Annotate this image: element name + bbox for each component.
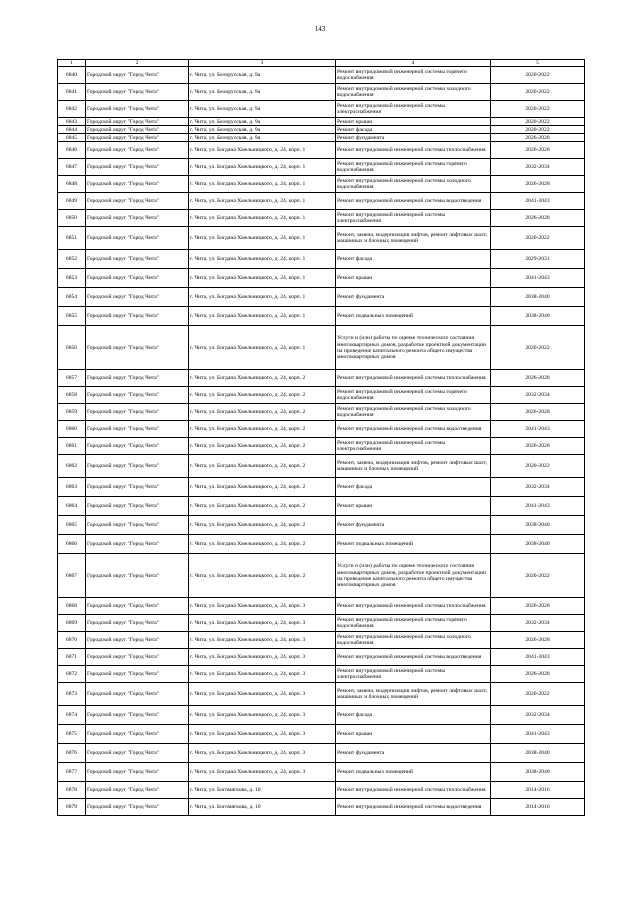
municipality-cell: Городской округ "Город Чита": [86, 649, 189, 666]
work-type-cell: Ремонт, замена, модернизация лифтов, ремонт лифтовых шахт, машинных и блочных помещений: [336, 683, 491, 706]
row-number-cell: 6863: [58, 478, 86, 497]
row-number-cell: 6859: [58, 404, 86, 421]
address-cell: г. Чита, ул. Богдана Хмельницкого, д. 24, корп. 1: [189, 269, 336, 288]
address-cell: г. Чита, ул. Белорусская, д. 9а: [189, 84, 336, 101]
address-cell: г. Чита, ул. Белорусская, д. 9а: [189, 67, 336, 84]
period-cell: 2032-2034: [491, 387, 585, 404]
address-cell: г. Чита, ул. Богдана Хмельницкого, д. 24, корп. 1: [189, 210, 336, 227]
address-cell: г. Чита, ул. Богдана Хмельницкого, д. 24, корп. 3: [189, 598, 336, 615]
address-cell: г. Чита, ул. Богдана Хмельницкого, д. 24, корп. 3: [189, 725, 336, 744]
address-cell: г. Чита, ул. Богдана Хмельницкого, д. 24, корп. 2: [189, 535, 336, 554]
table-row: [58, 210, 585, 227]
table-row: [58, 67, 585, 84]
municipality-cell: Городской округ "Город Чита": [86, 307, 189, 326]
table-row: [58, 744, 585, 763]
work-type-cell: Ремонт подвальных помещений: [336, 307, 491, 326]
work-type-cell: Услуги и (или) работы по оценке технического состояния многоквартирных домов, разработке проектной документации на проведение капитального ремонта общего имущества многоквартирных домов: [336, 326, 491, 370]
municipality-cell: Городской округ "Город Чита": [86, 478, 189, 497]
work-type-cell: Ремонт внутридомовой инженерной системы теплоснабжения: [336, 598, 491, 615]
table-row: [58, 227, 585, 250]
work-type-cell: Ремонт внутридомовой инженерной системы горячего водоснабжения: [336, 67, 491, 84]
municipality-cell: Городской округ "Город Чита": [86, 227, 189, 250]
municipality-cell: Городской округ "Город Чита": [86, 101, 189, 118]
address-cell: г. Чита, ул. Богдана Хмельницкого, д. 24, корп. 3: [189, 632, 336, 649]
table-row: [58, 84, 585, 101]
work-type-cell: Ремонт подвальных помещений: [336, 535, 491, 554]
column-number: 4: [336, 60, 491, 67]
period-cell: 2020-2022: [491, 455, 585, 478]
work-type-cell: Ремонт фундамента: [336, 288, 491, 307]
work-type-cell: Ремонт подвальных помещений: [336, 763, 491, 782]
work-type-cell: Ремонт фасада: [336, 126, 491, 134]
municipality-cell: Городской округ "Город Чита": [86, 554, 189, 598]
period-cell: 2032-2034: [491, 706, 585, 725]
work-type-cell: Ремонт внутридомовой инженерной системы электроснабжения: [336, 101, 491, 118]
address-cell: г. Чита, ул. Богдана Хмельницкого, д. 24, корп. 2: [189, 387, 336, 404]
period-cell: 2041-2043: [491, 725, 585, 744]
work-type-cell: Ремонт внутридомовой инженерной системы водоотведения: [336, 649, 491, 666]
row-number-cell: 6840: [58, 67, 86, 84]
work-type-cell: Ремонт внутридомовой инженерной системы водоотведения: [336, 421, 491, 438]
row-number-cell: 6858: [58, 387, 86, 404]
row-number-cell: 6864: [58, 497, 86, 516]
row-number-cell: 6866: [58, 535, 86, 554]
table-row: [58, 666, 585, 683]
address-cell: г. Чита, ул. Богдана Хмельницкого, д. 24, корп. 3: [189, 763, 336, 782]
work-type-cell: Ремонт фасада: [336, 478, 491, 497]
period-cell: 2014-2016: [491, 799, 585, 816]
table-row: [58, 799, 585, 816]
municipality-cell: Городской округ "Город Чита": [86, 497, 189, 516]
municipality-cell: Городской округ "Город Чита": [86, 782, 189, 799]
period-cell: 2026-2028: [491, 598, 585, 615]
row-number-cell: 6879: [58, 799, 86, 816]
work-type-cell: Ремонт крыши: [336, 497, 491, 516]
address-cell: г. Чита, ул. Богдана Хмельницкого, д. 24, корп. 1: [189, 142, 336, 159]
table-row: [58, 101, 585, 118]
address-cell: г. Чита, ул. Богдана Хмельницкого, д. 24, корп. 2: [189, 421, 336, 438]
table-row: [58, 554, 585, 598]
table-row: [58, 598, 585, 615]
row-number-cell: 6849: [58, 193, 86, 210]
table-row: [58, 455, 585, 478]
address-cell: г. Чита, ул. Богдана Хмельницкого, д. 24, корп. 2: [189, 455, 336, 478]
work-type-cell: Ремонт внутридомовой инженерной системы теплоснабжения: [336, 142, 491, 159]
row-number-cell: 6869: [58, 615, 86, 632]
column-number-row: [58, 60, 585, 67]
municipality-cell: Городской округ "Город Чита": [86, 763, 189, 782]
municipality-cell: Городской округ "Город Чита": [86, 269, 189, 288]
row-number-cell: 6855: [58, 307, 86, 326]
address-cell: г. Чита, ул. Белорусская, д. 9а: [189, 126, 336, 134]
table-row: [58, 725, 585, 744]
row-number-cell: 6846: [58, 142, 86, 159]
row-number-cell: 6870: [58, 632, 86, 649]
period-cell: 2038-2040: [491, 744, 585, 763]
municipality-cell: Городской округ "Город Чита": [86, 438, 189, 455]
capital-repair-table: [57, 59, 585, 816]
municipality-cell: Городской округ "Город Чита": [86, 455, 189, 478]
table-row: [58, 683, 585, 706]
table-body: [58, 67, 585, 816]
period-cell: 2026-2028: [491, 404, 585, 421]
table-row: [58, 370, 585, 387]
row-number-cell: 6871: [58, 649, 86, 666]
address-cell: г. Чита, ул. Богдана Хмельницкого, д. 24, корп. 3: [189, 744, 336, 763]
row-number-cell: 6851: [58, 227, 86, 250]
work-type-cell: Ремонт внутридомовой инженерной системы горячего водоснабжения: [336, 615, 491, 632]
municipality-cell: Городской округ "Город Чита": [86, 799, 189, 816]
period-cell: 2014-2016: [491, 782, 585, 799]
work-type-cell: Ремонт фундамента: [336, 134, 491, 142]
municipality-cell: Городской округ "Город Чита": [86, 683, 189, 706]
table-row: [58, 159, 585, 176]
municipality-cell: Городской округ "Город Чита": [86, 370, 189, 387]
period-cell: 2041-2043: [491, 649, 585, 666]
period-cell: 2026-2028: [491, 632, 585, 649]
table-row: [58, 421, 585, 438]
table-row: [58, 535, 585, 554]
address-cell: г. Чита, ул. Богдана Хмельницкого, д. 24, корп. 3: [189, 649, 336, 666]
work-type-cell: Ремонт внутридомовой инженерной системы теплоснабжения: [336, 782, 491, 799]
table-row: [58, 763, 585, 782]
address-cell: г. Чита, ул. Богдана Хмельницкого, д. 24, корп. 1: [189, 250, 336, 269]
table-row: [58, 497, 585, 516]
address-cell: г. Чита, ул. Богдана Хмельницкого, д. 24, корп. 1: [189, 159, 336, 176]
municipality-cell: Городской округ "Город Чита": [86, 176, 189, 193]
period-cell: 2038-2040: [491, 288, 585, 307]
row-number-cell: 6850: [58, 210, 86, 227]
row-number-cell: 6877: [58, 763, 86, 782]
period-cell: 2032-2034: [491, 159, 585, 176]
work-type-cell: Ремонт фасада: [336, 706, 491, 725]
work-type-cell: Ремонт внутридомовой инженерной системы горячего водоснабжения: [336, 159, 491, 176]
row-number-cell: 6867: [58, 554, 86, 598]
row-number-cell: 6876: [58, 744, 86, 763]
work-type-cell: Ремонт фундамента: [336, 516, 491, 535]
period-cell: 2038-2040: [491, 763, 585, 782]
table-row: [58, 193, 585, 210]
municipality-cell: Городской округ "Город Чита": [86, 288, 189, 307]
table-row: [58, 326, 585, 370]
row-number-cell: 6861: [58, 438, 86, 455]
municipality-cell: Городской округ "Город Чита": [86, 744, 189, 763]
address-cell: г. Чита, ул. Белорусская, д. 9а: [189, 118, 336, 126]
period-cell: 2026-2028: [491, 142, 585, 159]
work-type-cell: Ремонт крыши: [336, 118, 491, 126]
municipality-cell: Городской округ "Город Чита": [86, 118, 189, 126]
table-row: [58, 250, 585, 269]
municipality-cell: Городской округ "Город Чита": [86, 84, 189, 101]
municipality-cell: Городской округ "Город Чита": [86, 725, 189, 744]
row-number-cell: 6854: [58, 288, 86, 307]
municipality-cell: Городской округ "Город Чита": [86, 516, 189, 535]
work-type-cell: Услуги и (или) работы по оценке технического состояния многоквартирных домов, разработке проектной документации на проведение капитального ремонта общего имущества многоквартирных домов: [336, 554, 491, 598]
period-cell: 2041-2043: [491, 193, 585, 210]
period-cell: 2038-2040: [491, 307, 585, 326]
work-type-cell: Ремонт крыши: [336, 725, 491, 744]
address-cell: г. Чита, ул. Богомягкова, д. 10: [189, 799, 336, 816]
municipality-cell: Городской округ "Город Чита": [86, 535, 189, 554]
table-row: [58, 615, 585, 632]
row-number-cell: 6843: [58, 118, 86, 126]
municipality-cell: Городской округ "Город Чита": [86, 67, 189, 84]
table-row: [58, 269, 585, 288]
address-cell: г. Чита, ул. Богдана Хмельницкого, д. 24, корп. 1: [189, 326, 336, 370]
row-number-cell: 6872: [58, 666, 86, 683]
municipality-cell: Городской округ "Город Чита": [86, 598, 189, 615]
row-number-cell: 6853: [58, 269, 86, 288]
period-cell: 2020-2022: [491, 126, 585, 134]
row-number-cell: 6852: [58, 250, 86, 269]
row-number-cell: 6848: [58, 176, 86, 193]
work-type-cell: Ремонт внутридомовой инженерной системы горячего водоснабжения: [336, 387, 491, 404]
period-cell: 2020-2022: [491, 227, 585, 250]
address-cell: г. Чита, ул. Богдана Хмельницкого, д. 24, корп. 3: [189, 666, 336, 683]
table-row: [58, 632, 585, 649]
table-row: [58, 649, 585, 666]
municipality-cell: Городской округ "Город Чита": [86, 404, 189, 421]
table-row: [58, 307, 585, 326]
period-cell: 2026-2028: [491, 176, 585, 193]
row-number-cell: 6857: [58, 370, 86, 387]
municipality-cell: Городской округ "Город Чита": [86, 421, 189, 438]
address-cell: г. Чита, ул. Богдана Хмельницкого, д. 24, корп. 2: [189, 554, 336, 598]
municipality-cell: Городской округ "Город Чита": [86, 142, 189, 159]
work-type-cell: Ремонт внутридомовой инженерной системы холодного водоснабжения: [336, 404, 491, 421]
period-cell: 2020-2022: [491, 67, 585, 84]
period-cell: 2020-2022: [491, 84, 585, 101]
work-type-cell: Ремонт внутридомовой инженерной системы теплоснабжения: [336, 370, 491, 387]
address-cell: г. Чита, ул. Богдана Хмельницкого, д. 24, корп. 1: [189, 288, 336, 307]
column-number: 3: [189, 60, 336, 67]
municipality-cell: Городской округ "Город Чита": [86, 193, 189, 210]
address-cell: г. Чита, ул. Богдана Хмельницкого, д. 24, корп. 2: [189, 497, 336, 516]
address-cell: г. Чита, ул. Белорусская, д. 9а: [189, 101, 336, 118]
municipality-cell: Городской округ "Город Чита": [86, 706, 189, 725]
table-row: [58, 288, 585, 307]
address-cell: г. Чита, ул. Белорусская, д. 9а: [189, 134, 336, 142]
address-cell: г. Чита, ул. Богдана Хмельницкого, д. 24, корп. 2: [189, 404, 336, 421]
row-number-cell: 6844: [58, 126, 86, 134]
work-type-cell: Ремонт внутридомовой инженерной системы холодного водоснабжения: [336, 84, 491, 101]
table-row: [58, 126, 585, 134]
row-number-cell: 6875: [58, 725, 86, 744]
row-number-cell: 6862: [58, 455, 86, 478]
row-number-cell: 6847: [58, 159, 86, 176]
table-row: [58, 134, 585, 142]
municipality-cell: Городской округ "Город Чита": [86, 210, 189, 227]
period-cell: 2041-2043: [491, 497, 585, 516]
period-cell: 2020-2022: [491, 683, 585, 706]
row-number-cell: 6860: [58, 421, 86, 438]
address-cell: г. Чита, ул. Богдана Хмельницкого, д. 24, корп. 1: [189, 307, 336, 326]
row-number-cell: 6856: [58, 326, 86, 370]
table-row: [58, 142, 585, 159]
row-number-cell: 6841: [58, 84, 86, 101]
row-number-cell: 6868: [58, 598, 86, 615]
period-cell: 2032-2034: [491, 478, 585, 497]
row-number-cell: 6842: [58, 101, 86, 118]
table-row: [58, 387, 585, 404]
work-type-cell: Ремонт, замена, модернизация лифтов, ремонт лифтовых шахт, машинных и блочных помещений: [336, 455, 491, 478]
municipality-cell: Городской округ "Город Чита": [86, 326, 189, 370]
work-type-cell: Ремонт внутридомовой инженерной системы холодного водоснабжения: [336, 632, 491, 649]
period-cell: 2020-2022: [491, 554, 585, 598]
period-cell: 2026-2028: [491, 370, 585, 387]
municipality-cell: Городской округ "Город Чита": [86, 126, 189, 134]
municipality-cell: Городской округ "Город Чита": [86, 159, 189, 176]
address-cell: г. Чита, ул. Богдана Хмельницкого, д. 24, корп. 1: [189, 176, 336, 193]
period-cell: 2041-2043: [491, 421, 585, 438]
work-type-cell: Ремонт внутридомовой инженерной системы электроснабжения: [336, 438, 491, 455]
municipality-cell: Городской округ "Город Чита": [86, 666, 189, 683]
municipality-cell: Городской округ "Город Чита": [86, 134, 189, 142]
municipality-cell: Городской округ "Город Чита": [86, 615, 189, 632]
column-number: 2: [86, 60, 189, 67]
work-type-cell: Ремонт внутридомовой инженерной системы холодного водоснабжения: [336, 176, 491, 193]
period-cell: 2026-2028: [491, 210, 585, 227]
row-number-cell: 6845: [58, 134, 86, 142]
period-cell: 2020-2022: [491, 101, 585, 118]
address-cell: г. Чита, ул. Богдана Хмельницкого, д. 24, корп. 2: [189, 370, 336, 387]
work-type-cell: Ремонт фундамента: [336, 744, 491, 763]
table-row: [58, 404, 585, 421]
address-cell: г. Чита, ул. Богдана Хмельницкого, д. 24, корп. 1: [189, 227, 336, 250]
address-cell: г. Чита, ул. Богдана Хмельницкого, д. 24, корп. 2: [189, 438, 336, 455]
work-type-cell: Ремонт внутридомовой инженерной системы электроснабжения: [336, 210, 491, 227]
address-cell: г. Чита, ул. Богдана Хмельницкого, д. 24, корп. 2: [189, 516, 336, 535]
work-type-cell: Ремонт крыши: [336, 269, 491, 288]
row-number-cell: 6865: [58, 516, 86, 535]
period-cell: 2020-2022: [491, 326, 585, 370]
address-cell: г. Чита, ул. Богдана Хмельницкого, д. 24, корп. 3: [189, 683, 336, 706]
table-row: [58, 516, 585, 535]
column-number: 1: [58, 60, 86, 67]
period-cell: 2026-2028: [491, 666, 585, 683]
period-cell: 2041-2043: [491, 269, 585, 288]
municipality-cell: Городской округ "Город Чита": [86, 250, 189, 269]
period-cell: 2026-2028: [491, 438, 585, 455]
table-row: [58, 176, 585, 193]
address-cell: г. Чита, ул. Богдана Хмельницкого, д. 24, корп. 1: [189, 193, 336, 210]
period-cell: 2029-2031: [491, 250, 585, 269]
table-row: [58, 118, 585, 126]
period-cell: 2038-2040: [491, 516, 585, 535]
period-cell: 2038-2040: [491, 535, 585, 554]
address-cell: г. Чита, ул. Богдана Хмельницкого, д. 24, корп. 3: [189, 706, 336, 725]
work-type-cell: Ремонт фасада: [336, 250, 491, 269]
row-number-cell: 6873: [58, 683, 86, 706]
period-cell: 2020-2022: [491, 118, 585, 126]
address-cell: г. Чита, ул. Богдана Хмельницкого, д. 24, корп. 2: [189, 478, 336, 497]
municipality-cell: Городской округ "Город Чита": [86, 632, 189, 649]
address-cell: г. Чита, ул. Богдана Хмельницкого, д. 24, корп. 3: [189, 615, 336, 632]
work-type-cell: Ремонт внутридомовой инженерной системы электроснабжения: [336, 666, 491, 683]
table-row: [58, 438, 585, 455]
table-row: [58, 706, 585, 725]
table-row: [58, 782, 585, 799]
page-number: 143: [314, 25, 326, 33]
column-number: 5: [491, 60, 585, 67]
work-type-cell: Ремонт внутридомовой инженерной системы водоотведения: [336, 799, 491, 816]
municipality-cell: Городской округ "Город Чита": [86, 387, 189, 404]
period-cell: 2026-2028: [491, 134, 585, 142]
work-type-cell: Ремонт внутридомовой инженерной системы водоотведения: [336, 193, 491, 210]
row-number-cell: 6874: [58, 706, 86, 725]
work-type-cell: Ремонт, замена, модернизация лифтов, ремонт лифтовых шахт, машинных и блочных помещений: [336, 227, 491, 250]
table-row: [58, 478, 585, 497]
address-cell: г. Чита, ул. Богомягкова, д. 10: [189, 782, 336, 799]
row-number-cell: 6878: [58, 782, 86, 799]
period-cell: 2032-2034: [491, 615, 585, 632]
